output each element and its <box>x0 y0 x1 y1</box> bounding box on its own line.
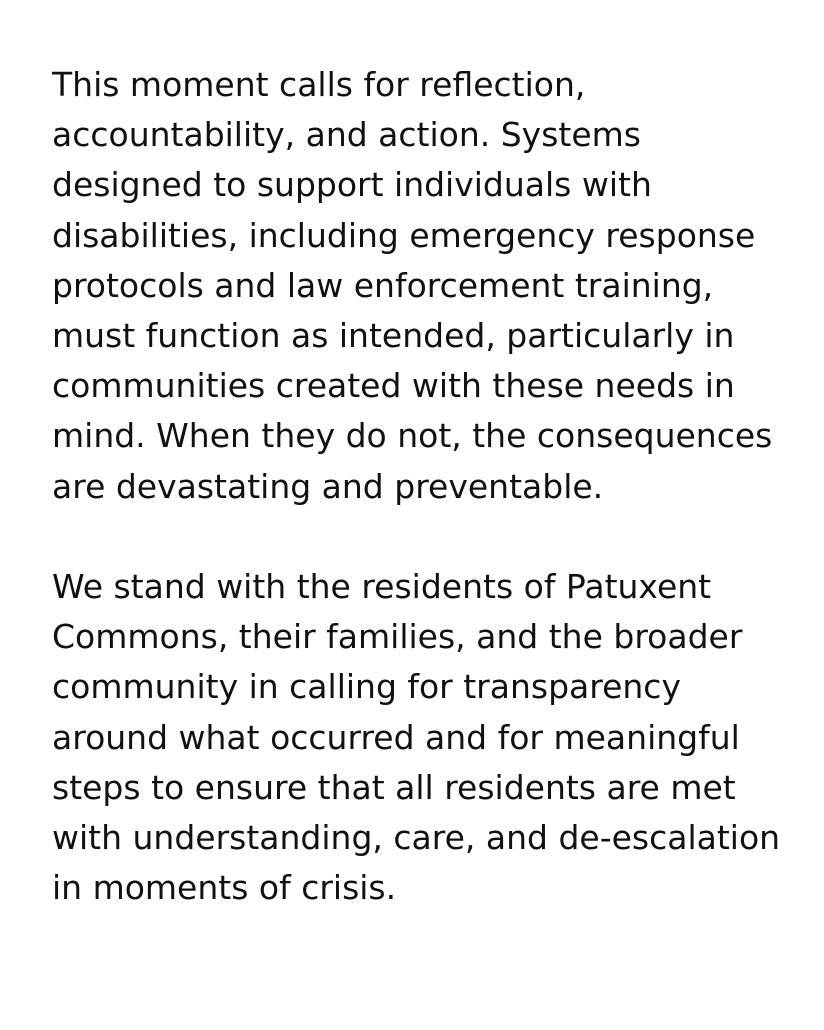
text-line: community in calling for transparency <box>52 667 681 707</box>
text-line: accountability, and action. Systems <box>52 115 641 155</box>
document-page <box>52 60 792 913</box>
text-line: designed to support individuals with <box>52 165 652 205</box>
text-line: steps to ensure that all residents are met <box>52 767 736 807</box>
paragraph-solidarity <box>52 562 792 913</box>
text-line: around what occurred and for meaningful <box>52 717 740 757</box>
text-line: protocols and law enforcement training, <box>52 265 714 305</box>
paragraph-reflection <box>52 60 792 512</box>
text-line: This moment calls for reflection, <box>52 65 586 104</box>
text-line: must function as intended, particularly in <box>52 316 735 356</box>
text-line: with understanding, care, and de-escalation <box>52 818 781 858</box>
text-line: are devastating and preventable. <box>52 466 604 506</box>
text-line: disabilities, including emergency response <box>52 215 756 255</box>
text-line: communities created with these needs in <box>52 366 735 406</box>
text-line: mind. When they do not, the consequences <box>52 416 773 456</box>
text-line: Commons, their families, and the broader <box>52 617 743 657</box>
text-line: We stand with the residents of Patuxent <box>52 567 712 607</box>
text-line: in moments of crisis. <box>52 868 397 908</box>
